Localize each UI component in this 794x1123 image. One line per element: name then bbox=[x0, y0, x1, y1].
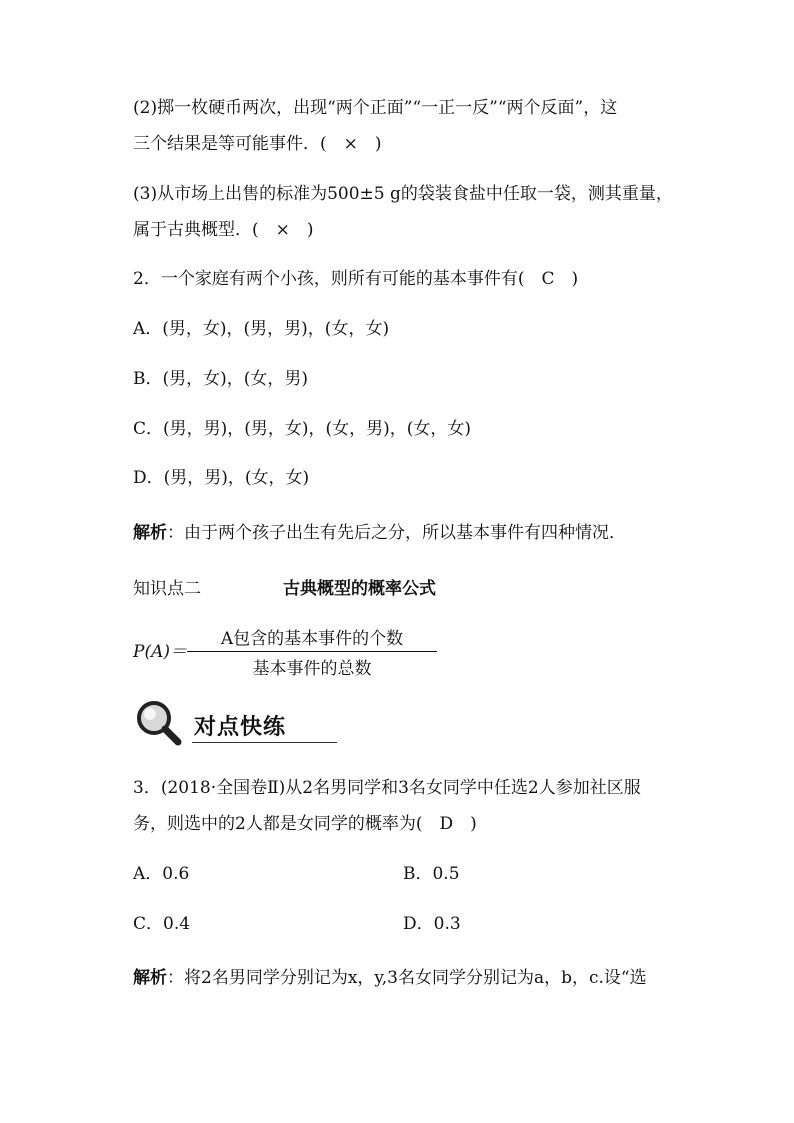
analysis-label: 解析 bbox=[133, 523, 167, 543]
statement-2-line-2: 三个结果是等可能事件．( × ) bbox=[133, 134, 382, 154]
knowledge-point-title: 古典概型的概率公式 bbox=[283, 579, 436, 599]
question-3-option-d: D．0.3 bbox=[403, 914, 461, 934]
question-2-option-c: C．(男，男)，(男，女)，(女，男)，(女，女) bbox=[133, 419, 472, 439]
question-3-line-1: 3．(2018·全国卷Ⅱ)从2名男同学和3名女同学中任选2人参加社区服 bbox=[133, 778, 641, 798]
question-2-option-b: B．(男，女)，(女，男) bbox=[133, 369, 309, 389]
formula-lhs: P(A)＝ bbox=[133, 642, 187, 662]
question-3-analysis bbox=[133, 967, 647, 989]
question-2-option-d: D．(男，男)，(女，女) bbox=[133, 468, 310, 488]
statement-3-line-2: 属于古典概型．( × ) bbox=[133, 220, 314, 240]
magnifier-icon bbox=[132, 698, 192, 750]
banner-title: 对点快练 bbox=[194, 715, 287, 740]
formula-numerator: A包含的基本事件的个数 bbox=[220, 629, 404, 649]
question-3-line-2: 务，则选中的2人都是女同学的概率为( D ) bbox=[133, 814, 477, 834]
formula-denominator: 基本事件的总数 bbox=[252, 659, 372, 679]
statement-3-line-1: (3)从市场上出售的标准为500±5 g的袋装食盐中任取一袋，测其重量， bbox=[133, 184, 673, 204]
analysis-text: ：将2名男同学分别记为x，y,3名女同学分别记为a，b，c.设“选 bbox=[167, 968, 647, 988]
banner-underline bbox=[192, 742, 337, 743]
question-3-option-a: A．0.6 bbox=[133, 864, 190, 884]
analysis-text: ：由于两个孩子出生有先后之分，所以基本事件有四种情况． bbox=[167, 523, 626, 543]
question-2-stem: 2．一个家庭有两个小孩，则所有可能的基本事件有( C ) bbox=[133, 269, 579, 289]
question-2-analysis bbox=[133, 522, 626, 544]
question-2-option-a: A．(男，女)，(男，男)，(女，女) bbox=[133, 319, 390, 339]
formula-fraction bbox=[187, 624, 437, 679]
analysis-label: 解析 bbox=[133, 968, 167, 988]
statement-2-line-1: (2)掷一枚硬币两次，出现“两个正面”“一正一反”“两个反面”，这 bbox=[133, 98, 618, 118]
knowledge-point-label: 知识点二 bbox=[133, 579, 201, 599]
question-3-option-c: C．0.4 bbox=[133, 914, 191, 934]
knowledge-point-heading bbox=[133, 578, 436, 600]
formula-fraction-bar bbox=[187, 651, 437, 652]
practice-banner bbox=[132, 698, 337, 750]
question-3-option-b: B．0.5 bbox=[403, 864, 460, 884]
